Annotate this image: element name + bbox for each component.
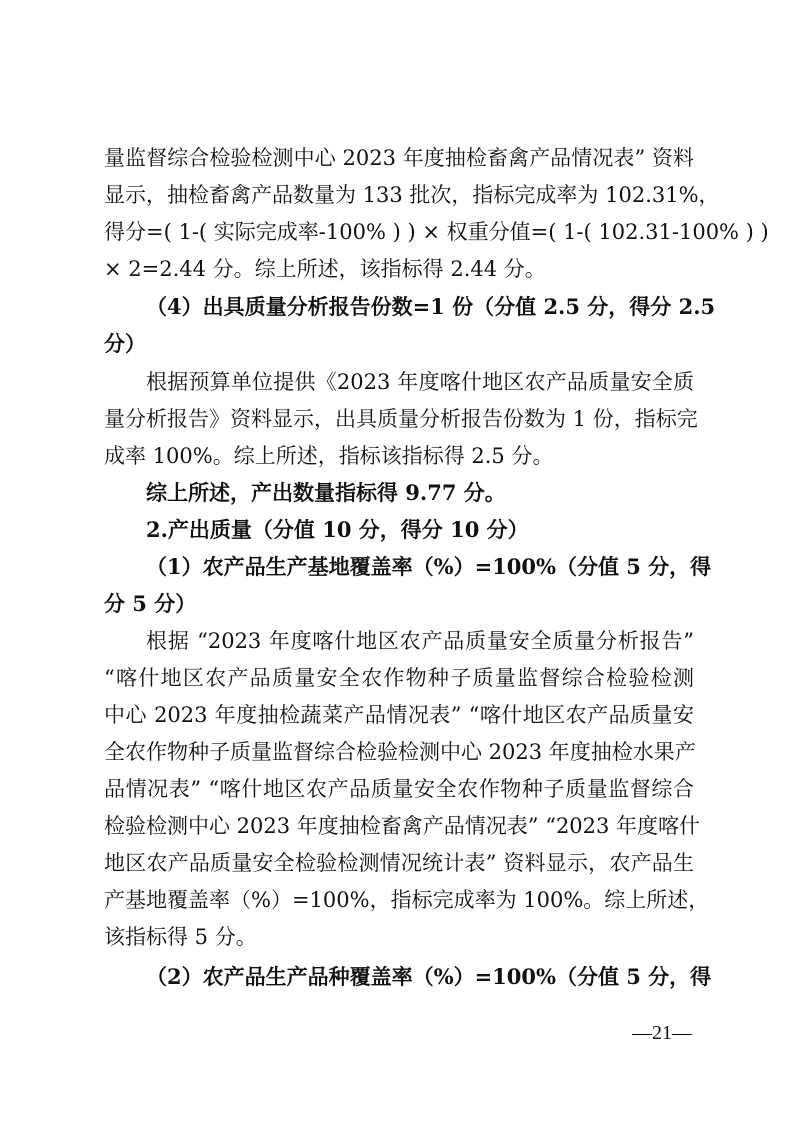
text-line-2: 显示，抽检畜禽产品数量为 133 批次，指标完成率为 102.31%， — [104, 183, 720, 207]
text-line-16: 中心 2023 年度抽检蔬菜产品情况表” “喀什地区农产品质量安 — [104, 703, 694, 727]
text-line-19: 检验检测中心 2023 年度抽检畜禽产品情况表” “2023 年度喀什 — [104, 814, 701, 838]
text-line-9: 成率 100%。综上所述，指标该指标得 2.5 分。 — [104, 444, 554, 468]
section-heading-2-1-cont: 分 5 分） — [104, 591, 197, 616]
summary-line: 综上所述，产出数量指标得 9.77 分。 — [146, 480, 506, 505]
section-heading-2-1: （1）农产品生产基地覆盖率（%）=100%（分值 5 分，得 — [146, 554, 712, 579]
section-heading-2: 2.产出质量（分值 10 分，得分 10 分） — [146, 517, 529, 542]
text-line-18: 品情况表” “喀什地区农产品质量安全农作物种子质量监督综合 — [104, 777, 694, 801]
text-line-1: 量监督综合检验检测中心 2023 年度抽检畜禽产品情况表” 资料 — [104, 146, 694, 170]
section-heading-4: （4）出具质量分析报告份数=1 份（分值 2.5 分，得分 2.5 — [146, 294, 716, 319]
text-line-3: 得分=( 1-( 实际完成率-100% ) ) × 权重分值=( 1-( 102.31-100% ) ) — [104, 220, 769, 244]
section-heading-2-2: （2）农产品生产品种覆盖率（%）=100%（分值 5 分，得 — [146, 964, 712, 989]
text-line-7: 根据预算单位提供《2023 年度喀什地区农产品质量安全质 — [146, 370, 694, 394]
page-number: —21— — [632, 1022, 692, 1044]
text-line-22: 该指标得 5 分。 — [104, 925, 257, 949]
text-line-14: 根据 “2023 年度喀什地区农产品质量安全质量分析报告” — [146, 629, 694, 653]
text-line-15: “喀什地区农产品质量安全农作物种子质量监督综合检验检测 — [104, 666, 694, 690]
text-line-20: 地区农产品质量安全检验检测情况统计表” 资料显示，农产品生 — [104, 851, 694, 875]
text-line-4: × 2=2.44 分。综上所述，该指标得 2.44 分。 — [104, 257, 546, 281]
text-line-21: 产基地覆盖率（%）=100%，指标完成率为 100%。综上所述， — [104, 888, 710, 912]
text-line-8: 量分析报告》资料显示，出具质量分析报告份数为 1 份，指标完 — [104, 407, 698, 431]
text-line-17: 全农作物种子质量监督综合检验检测中心 2023 年度抽检水果产 — [104, 740, 696, 764]
section-heading-4-cont: 分） — [104, 331, 146, 356]
